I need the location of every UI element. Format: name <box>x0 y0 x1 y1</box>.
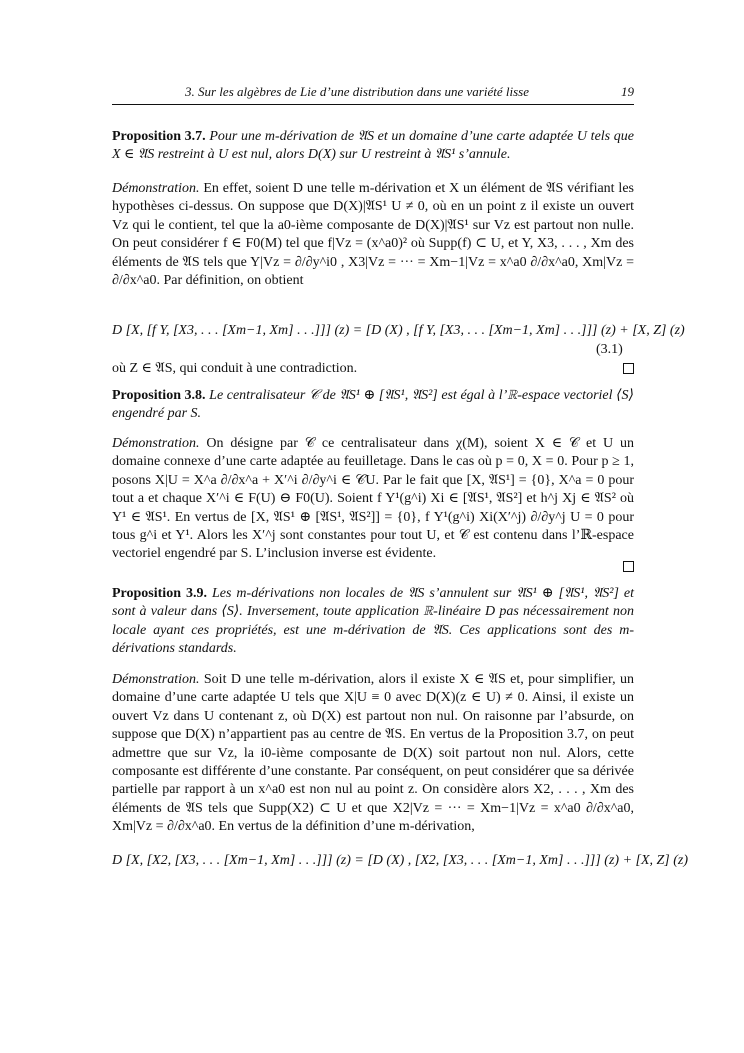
proof-3-8 <box>112 435 634 564</box>
page-number: 19 <box>621 84 634 99</box>
proof-3-7-conclusion <box>112 360 634 378</box>
running-header <box>112 84 634 105</box>
proposition-statement: Pour une m-dérivation de 𝔄S et un domaine d’une carte adaptée U tels que X ∈ 𝔄S restreint à U est nul, alors D(X) sur U restreint à 𝔄S¹ s’annule. <box>112 129 634 163</box>
proposition-3-9 <box>112 585 634 659</box>
equation-content: D [X, [f Y, [X3, . . . [Xm−1, Xm] . . .]]] (z) = [D (X) , [f Y, [X3, . . . [Xm−1, Xm] . . .]]] (z) + [X, Z] (z) <box>112 323 685 338</box>
proposition-label: Proposition 3.8. <box>112 388 206 403</box>
equation-content: D [X, [X2, [X3, . . . [Xm−1, Xm] . . .]]] (z) = [D (X) , [X2, [X3, . . . [Xm−1, Xm] . . .]]] (z) + [X, Z] (z) <box>112 853 689 868</box>
equation-3-1 <box>112 322 685 340</box>
proof-text: Soit D une telle m-dérivation, alors il existe X ∈ 𝔄S et, pour simplifier, un domaine d’une carte adaptée U tels que X|U ≡ 0 avec D(X)(z ∈ U) ≠ 0. Ainsi, il existe un ouvert Vz dans U contenant z, où D(X) est partout non nul. On raisonne par l’absurde, on suppose que D(X) n’appartient pas au centre de 𝔄S. En vertus de la Proposition 3.7, on peut admettre que sur Vz, la i0-ième composante de D(X) soit partout non nul. Alors, cette composante est différente d’une constante. Par conséquent, on peut considérer que sa dérivée partielle par rapport à un x^a0 est non nul au point z. On considère alors X2, . . . , Xm des éléments de 𝔄S tels que Supp(X2) ⊂ U et que X2|Vz = ··· = Xm−1|Vz = x^a0 ∂/∂x^a0, Xm|Vz = ∂/∂x^a0. En vertus de la définition d’une m-dérivation, <box>112 672 634 835</box>
proposition-3-7 <box>112 128 634 165</box>
proposition-label: Proposition 3.9. <box>112 586 207 601</box>
proposition-statement: Les m-dérivations non locales de 𝔄S s’annulent sur 𝔄S¹ ⊕ [𝔄S¹, 𝔄S²] et sont à valeur dans ⟨S⟩. Inversement, toute application ℝ-linéaire D pas nécessairement non locale ayant ces propriétés, est une m-dérivation de 𝔄S. Ces applications sont des m-dérivations standards. <box>112 586 634 657</box>
equation-number: (3.1) <box>596 342 623 357</box>
proof-text: On désigne par 𝒞 ce centralisateur dans χ(M), soient X ∈ 𝒞 et U un domaine connexe d’une carte adaptée au feuilletage. Dans le cas où p = 0, X = 0. Pour p ≥ 1, posons X|U = X^a ∂/∂x^a + X′^i ∂/∂y^i ∈ 𝒞U. Par le fait que [X, 𝔄S¹] = {0}, X^a = 0 pour tout a et chaque X′^i ∈ F(U) ⊖ F0(U). Soient f Y¹(g^i) Xi ∈ [𝔄S¹, 𝔄S²] et h^j Xj ∈ 𝔄S² où Y¹ ∈ 𝔄S¹. En vertus de [X, 𝔄S¹ ⊕ [𝔄S¹, 𝔄S²]] = {0}, f Y¹(g^i) Xi(X′^j) ∂/∂y^j U = 0 pour tous g^i et Y¹. Alors les X′^j sont constantes pour tout U, et 𝒞 est contenu dans l’ℝ-espace vectoriel engendré par S. L’inclusion inverse est évidente. <box>112 436 634 562</box>
proof-3-9 <box>112 671 634 837</box>
proposition-label: Proposition 3.7. <box>112 129 206 144</box>
qed-symbol <box>623 561 634 572</box>
proof-text: En effet, soient D une telle m-dérivation et X un élément de 𝔄S vérifiant les hypothèses ci-dessus. On suppose que D(X)|𝔄S¹ U ≠ 0, où en un point z il existe un ouvert Vz qui le contient, tel que la a0-ième composante de D(X)|𝔄S¹ sur Vz est partout non nulle. On peut considérer f ∈ F0(M) tel que f|Vz = (x^a0)² où Supp(f) ⊂ U, et Y, X3, . . . , Xm des éléments de 𝔄S tels que Y|Vz = ∂/∂y^i0 , X3|Vz = ··· = Xm−1|Vz = x^a0 ∂/∂x^a0, Xm|Vz = ∂/∂x^a0. Par définition, on obtient <box>112 181 634 289</box>
proof-label: Démonstration. <box>112 181 200 196</box>
equation-final <box>112 852 689 870</box>
proof-3-7 <box>112 180 634 290</box>
proof-label: Démonstration. <box>112 672 200 687</box>
proof-text: où Z ∈ 𝔄S, qui conduit à une contradiction. <box>112 361 358 376</box>
proposition-3-8 <box>112 387 634 424</box>
qed-symbol <box>623 363 634 374</box>
running-title: 3. Sur les algèbres de Lie d’une distribution dans une variété lisse <box>185 84 529 99</box>
proof-label: Démonstration. <box>112 436 200 451</box>
proposition-statement: Le centralisateur 𝒞 de 𝔄S¹ ⊕ [𝔄S¹, 𝔄S²] est égal à l’ℝ-espace vectoriel ⟨S⟩ engendré par S. <box>112 388 635 422</box>
